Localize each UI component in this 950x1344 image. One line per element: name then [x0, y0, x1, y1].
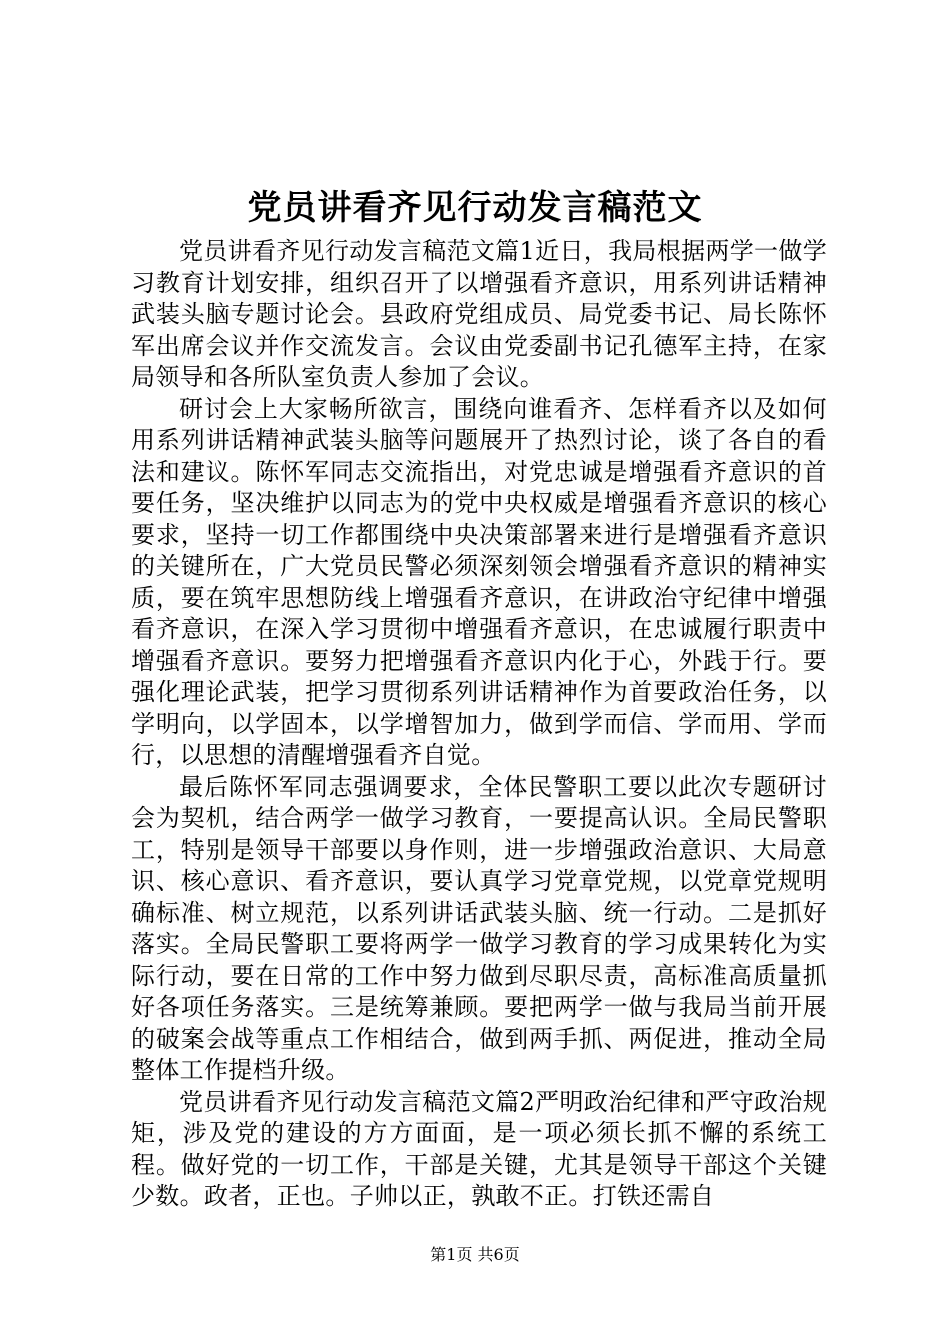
paragraph-1: 党员讲看齐见行动发言稿范文篇1近日，我局根据两学一做学习教育计划安排，组织召开了以增强看齐意识，用系列讲话精神武装头脑专题讨论会。县政府党组成员、局党委书记、局长陈怀军出席会议并作交流发言。会议由党委副书记孔德军主持，在家局领导和各所队室负责人参加了会议。	[131, 237, 827, 391]
paragraph-4: 党员讲看齐见行动发言稿范文篇2严明政治纪律和严守政治规矩，涉及党的建设的方方面面，是一项必须长抓不懈的系统工程。做好党的一切工作，干部是关键，尤其是领导干部这个关键少数。政者，正也。子帅以正，孰敢不正。打铁还需自	[131, 1087, 827, 1210]
paragraph-2: 研讨会上大家畅所欲言，围绕向谁看齐、怎样看齐以及如何用系列讲话精神武装头脑等问题展开了热烈讨论，谈了各自的看法和建议。陈怀军同志交流指出，对党忠诚是增强看齐意识的首要任务，坚决维护以同志为的党中央权威是增强看齐意识的核心要求，坚持一切工作都围绕中央决策部署来进行是增强看齐意识的关键所在，广大党员民警必须深刻领会增强看齐意识的精神实质，要在筑牢思想防线上增强看齐意识，在讲政治守纪律中增强看齐意识，在深入学习贯彻中增强看齐意识，在忠诚履行职责中增强看齐意识。要努力把增强看齐意识内化于心，外践于行。要强化理论武装，把学习贯彻系列讲话精神作为首要政治任务，以学明向，以学固本，以学增智加力，做到学而信、学而用、学而行，以思想的清醒增强看齐自觉。	[131, 394, 827, 769]
document-title: 党员讲看齐见行动发言稿范文	[247, 188, 703, 228]
page-indicator: 第1页 共6页	[430, 1245, 520, 1264]
paragraph-3: 最后陈怀军同志强调要求，全体民警职工要以此次专题研讨会为契机，结合两学一做学习教育，一要提高认识。全局民警职工，特别是领导干部要以身作则，进一步增强政治意识、大局意识、核心意识、看齐意识，要认真学习党章党规，以党章党规明确标准、树立规范，以系列讲话武装头脑、统一行动。二是抓好落实。全局民警职工要将两学一做学习教育的学习成果转化为实际行动，要在日常的工作中努力做到尽职尽责，高标准高质量抓好各项任务落实。三是统筹兼顾。要把两学一做与我局当前开展的破案会战等重点工作相结合，做到两手抓、两促进，推动全局整体工作提档升级。	[131, 772, 827, 1084]
document-body	[131, 236, 827, 1213]
page-footer	[0, 1244, 950, 1266]
